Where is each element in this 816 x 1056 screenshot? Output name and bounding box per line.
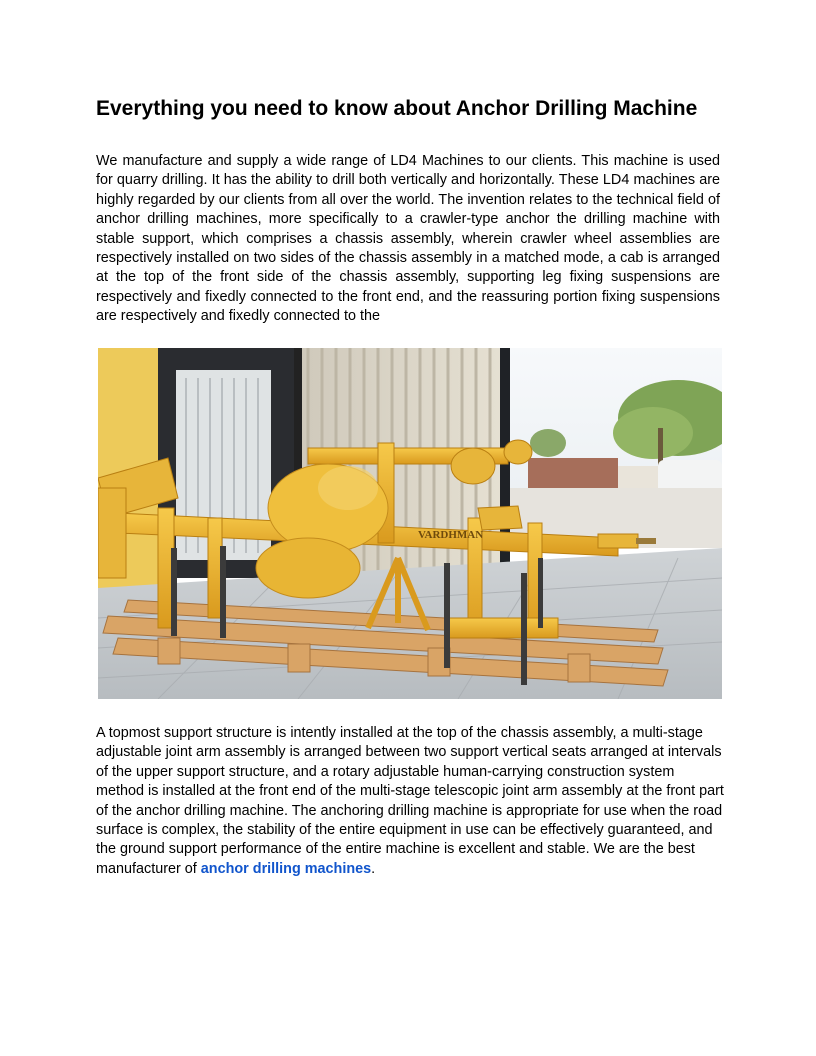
details-paragraph xyxy=(96,724,724,879)
intro-paragraph: We manufacture and supply a wide range of LD4 Machines to our clients. This machine is used for quarry drilling. It has the ability to drill both vertically and horizontally. These LD4 machines are highly regarded by our clients from all over the world. The invention relates to the technical field of anchor drilling machines, more specifically to a crawler-type anchor the drilling machine with stable support, which comprises a chassis assembly, wherein crawler wheel assemblies are respectively installed on two sides of the chassis assembly in a matched mode, a cab is arranged at the top of the front side of the chassis assembly, supporting leg fixing suspensions are respectively and fixedly connected to the front end, and the reassuring portion fixing suspensions are respectively and fixedly connected to the xyxy=(96,153,720,325)
details-paragraph-text: A topmost support structure is intently installed at the top of the chassis assembly, a multi-stage adjustable joint arm assembly is arranged between two support vertical seats arranged at intervals of the upper support structure, and a rotary adjustable human-carrying construction system method is installed at the front end of the multi-stage telescopic joint arm assembly at the front part of the anchor drilling machine. The anchoring drilling machine is appropriate for use when the road surface is complex, the stability of the entire equipment in use can be effectively guaranteed, and the ground support performance of the entire machine is excellent and stable. We are the best manufacturer of xyxy=(96,725,724,877)
details-paragraph-end: . xyxy=(371,860,376,877)
page-title: Everything you need to know about Anchor Drilling Machine xyxy=(96,97,698,120)
photo-brand-text: VARDHMAN xyxy=(418,529,484,541)
anchor-drilling-machines-link[interactable]: anchor drilling machines xyxy=(200,860,372,877)
anchor-drilling-machine-photo xyxy=(98,348,722,699)
